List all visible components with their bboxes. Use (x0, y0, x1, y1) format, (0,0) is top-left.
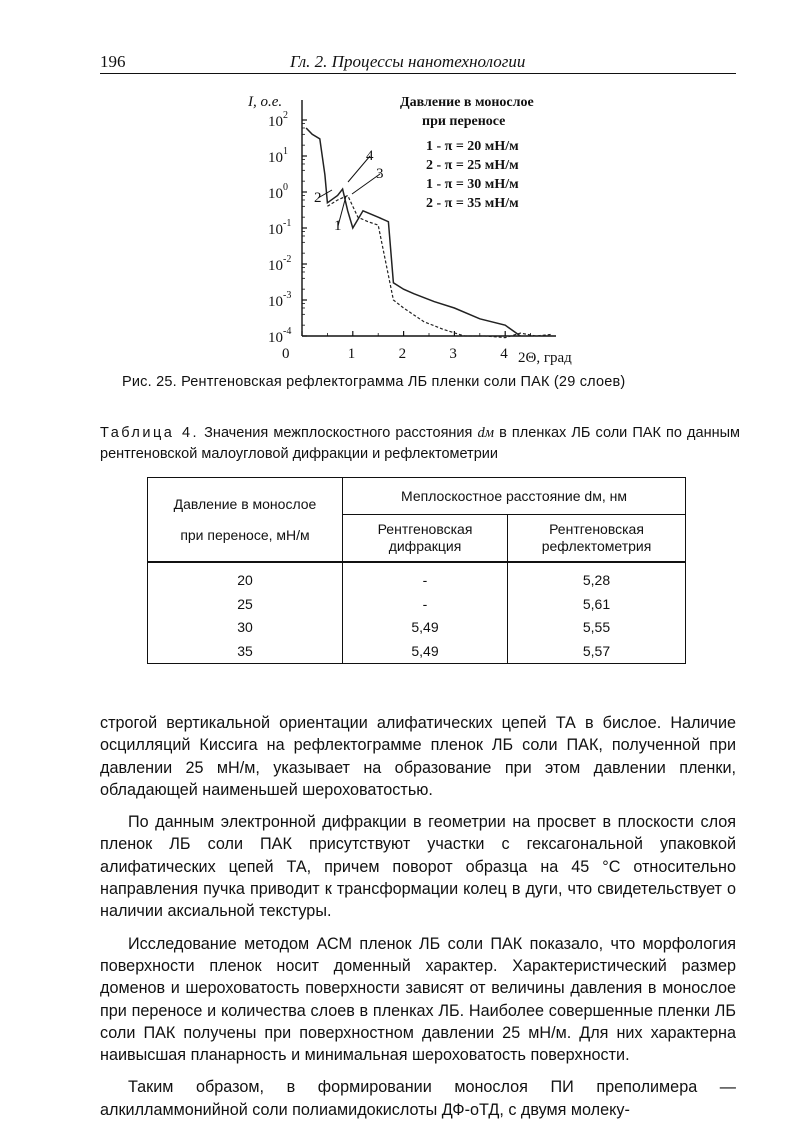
table-caption-part1: Значения межплоскостного расстояния (204, 425, 473, 441)
col-pressure-header-line2: при переносе, мН/м (180, 526, 310, 543)
x-axis-label: 2Θ, град (518, 350, 572, 366)
header-rule (100, 73, 736, 74)
figure-caption: Рис. 25. Рентгеновская рефлектограмма ЛБ пленки соли ПАК (29 слоев) (122, 374, 626, 390)
y-tick-label: $10^{-4}$ (268, 326, 292, 346)
legend-entry: 2 - π = 25 мН/м (426, 158, 519, 173)
y-tick-label: $10^{-2}$ (268, 254, 292, 274)
legend-title: при переносе (422, 114, 506, 129)
table-body (148, 562, 686, 664)
paragraph-2: По данным электронной дифракции в геометрии на просвет в плоскости слоя пленок ЛБ соли ПАК присутствуют участки с гексагональной упаковкой алифатических цепей ТА, причем поворот образца на 45 °С относительно направления пучка приводит к трансформации колец в дуги, что свидетельствует о наличии аксиальной текстуры. (100, 813, 736, 921)
page-number: 196 (100, 52, 126, 71)
table-cell: 5,55 (508, 616, 686, 640)
curve-label: 3 (376, 166, 384, 182)
paragraph-4: Таким образом, в формировании монослоя ПИ преполимера — алкилламмонийной соли полиамидокислоты ДФ-оТД, с двумя молеку- (100, 1078, 736, 1119)
legend-title: Давление в монослое (400, 95, 534, 110)
curve-label: 2 (314, 190, 322, 206)
x-tick-label: 1 (347, 346, 356, 362)
table-label: Таблица 4. (100, 425, 200, 441)
legend-entry: 1 - π = 30 мН/м (426, 177, 519, 192)
table-cell: - (343, 593, 508, 617)
y-axis-label: I, o.e. (248, 94, 283, 110)
table-cell: 5,49 (343, 640, 508, 664)
table-caption-symbol: dм (477, 425, 495, 441)
y-tick-label: $10^{-3}$ (268, 290, 292, 310)
reflectogram-figure (248, 86, 608, 376)
x-tick-label: 4 (500, 346, 508, 362)
data-table (147, 477, 686, 664)
y-tick-label: $10^{-1}$ (268, 218, 292, 238)
table-caption (100, 423, 740, 465)
reflectogram-chart (248, 86, 608, 376)
table-cell: 30 (148, 616, 343, 640)
curve-label: 4 (366, 148, 374, 164)
table-cell: 25 (148, 593, 343, 617)
table-cell: - (343, 562, 508, 593)
legend-entry: 2 - π = 35 мН/м (426, 196, 519, 211)
table-row (148, 593, 686, 617)
table-caption-part2: в пленках ЛБ соли ПАК по данным рентгеновской малоугловой дифракции и рефлектометрии (100, 425, 740, 462)
x-tick-label: 3 (449, 346, 457, 362)
table-cell: 20 (148, 562, 343, 593)
col-reflectometry-header: Рентгеновская рефлектометрия (508, 515, 686, 563)
paragraph-1: строгой вертикальной ориентации алифатических цепей ТА в бислое. Наличие осцилляций Киссига на рефлектограмме пленок ЛБ соли ПАК, полученной при давлении 25 мН/м, указывает на образование при этом давлении пленки, обладающей наименьшей шероховатостью. (100, 714, 736, 799)
legend-entry: 1 - π = 20 мН/м (426, 139, 519, 154)
group-header: Меплоскостное расстояние dм, нм (343, 478, 686, 515)
table-row (148, 640, 686, 664)
running-title: Гл. 2. Процессы нанотехнологии (290, 52, 526, 71)
table-cell: 5,49 (343, 616, 508, 640)
col-pressure-header (148, 478, 343, 563)
body-text (100, 712, 736, 1131)
x-tick-label: 0 (282, 346, 290, 362)
table-cell: 5,28 (508, 562, 686, 593)
y-tick-label: $10^1$ (268, 146, 288, 166)
y-tick-label: $10^2$ (268, 110, 288, 130)
curve-label: 1 (334, 218, 342, 234)
table-cell: 5,57 (508, 640, 686, 664)
x-tick-label: 2 (398, 346, 407, 362)
reflectogram-curve (327, 196, 551, 338)
col-pressure-header-line1: Давление в монослое (173, 495, 317, 512)
table-cell: 5,61 (508, 593, 686, 617)
paragraph-3: Исследование методом АСМ пленок ЛБ соли ПАК показало, что морфология поверхности пленок носит доменный характер. Характеристический размер доменов и шероховатость поверхности зависят от величины давления в монослое при переносе и количества слоев в пленках ЛБ. Наиболее совершенные пленки ЛБ соли ПАК получены при поверхностном давлении 25 мН/м. Для них характерна наивысшая планарность и минимальная шероховатость поверхности. (100, 934, 736, 1065)
y-tick-label: $10^0$ (268, 182, 288, 202)
table-row (148, 616, 686, 640)
table-cell: 35 (148, 640, 343, 664)
table-row (148, 562, 686, 593)
col-diffraction-header: Рентгеновская дифракция (343, 515, 508, 563)
